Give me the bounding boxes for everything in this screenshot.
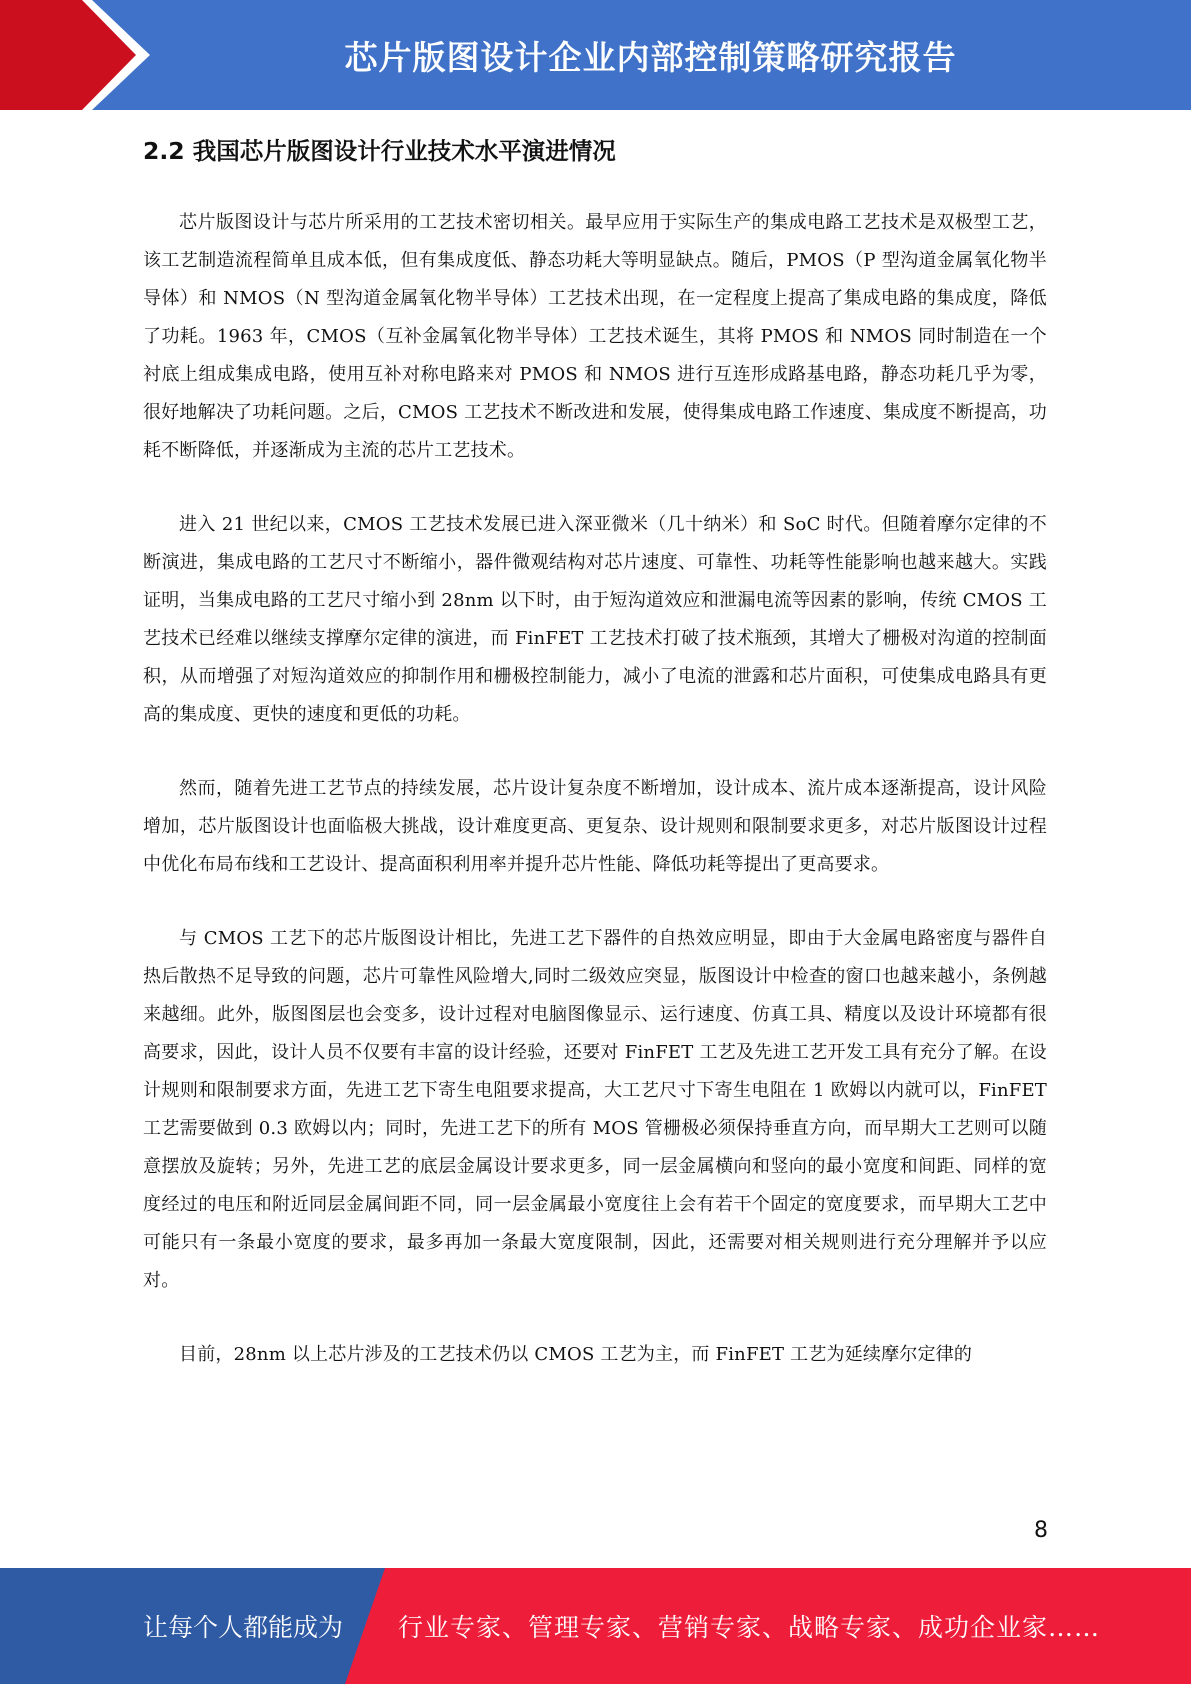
paragraph: 进入 21 世纪以来，CMOS 工艺技术发展已进入深亚微米（几十纳米）和 SoC 时代。但随着摩尔定律的不断演进，集成电路的工艺尺寸不断缩小，器件微观结构对芯片速度、可靠性、功耗等性能影响也越来越大。实践证明，当集成电路的工艺尺寸缩小到 28nm 以下时，由于短沟道效应和泄漏电流等因素的影响，传统 CMOS 工艺技术已经难以继续支撑摩尔定律的演进，而 FinFET 工艺技术打破了技术瓶颈，其增大了栅极对沟道的控制面积，从而增强了对短沟道效应的抑制作用和栅极控制能力，减小了电流的泄露和芯片面积，可使集成电路具有更高的集成度、更快的速度和更低的功耗。 [143, 514, 1047, 725]
paragraph: 目前，28nm 以上芯片涉及的工艺技术仍以 CMOS 工艺为主，而 FinFET 工艺为延续摩尔定律的 [179, 1344, 973, 1365]
paragraph: 芯片版图设计与芯片所采用的工艺技术密切相关。最早应用于实际生产的集成电路工艺技术是双极型工艺，该工艺制造流程简单且成本低，但有集成度低、静态功耗大等明显缺点。随后，PMOS（P 型沟道金属氧化物半导体）和 NMOS（N 型沟道金属氧化物半导体）工艺技术出现，在一定程度上提高了集成电路的集成度，降低了功耗。1963 年，CMOS（互补金属氧化物半导体）工艺技术诞生，其将 PMOS 和 NMOS 同时制造在一个衬底上组成集成电路，使用互补对称电路来对 PMOS 和 NMOS 进行互连形成路基电路，静态功耗几乎为零，很好地解决了功耗问题。之后，CMOS 工艺技术不断改进和发展，使得集成电路工作速度、集成度不断提高，功耗不断降低，并逐渐成为主流的芯片工艺技术。 [143, 212, 1047, 461]
body-text [143, 204, 1047, 1410]
page-footer [0, 1568, 1191, 1684]
footer-slogan-right: 行业专家、管理专家、营销专家、战略专家、成功企业家…… [398, 1613, 1101, 1642]
report-title: 芯片版图设计企业内部控制策略研究报告 [344, 37, 957, 77]
section-heading: 2.2 我国芯片版图设计行业技术水平演进情况 [143, 137, 616, 165]
paragraph: 然而，随着先进工艺节点的持续发展，芯片设计复杂度不断增加，设计成本、流片成本逐渐提高，设计风险增加，芯片版图设计也面临极大挑战，设计难度更高、更复杂、设计规则和限制要求更多，对芯片版图设计过程中优化布局布线和工艺设计、提高面积利用率并提升芯片性能、降低功耗等提出了更高要求。 [143, 778, 1047, 875]
red-chevron-graphic [0, 0, 150, 110]
page-number: 8 [1034, 1518, 1048, 1543]
footer-slogan-left: 让每个人都能成为 [143, 1613, 344, 1642]
paragraph: 与 CMOS 工艺下的芯片版图设计相比，先进工艺下器件的自热效应明显，即由于大金属电路密度与器件自热后散热不足导致的问题，芯片可靠性风险增大,同时二级效应突显，版图设计中检查的窗口也越来越小，条例越来越细。此外，版图图层也会变多，设计过程对电脑图像显示、运行速度、仿真工具、精度以及设计环境都有很高要求，因此，设计人员不仅要有丰富的设计经验，还要对 FinFET 工艺及先进工艺开发工具有充分了解。在设计规则和限制要求方面，先进工艺下寄生电阻要求提高，大工艺尺寸下寄生电阻在 1 欧姆以内就可以，FinFET 工艺需要做到 0.3 欧姆以内；同时，先进工艺下的所有 MOS 管栅极必须保持垂直方向，而早期大工艺则可以随意摆放及旋转；另外，先进工艺的底层金属设计要求更多，同一层金属横向和竖向的最小宽度和间距、同样的宽度经过的电压和附近同层金属间距不同，同一层金属最小宽度往上会有若干个固定的宽度要求，而早期大工艺中可能只有一条最小宽度的要求，最多再加一条最大宽度限制，因此，还需要对相关规则进行充分理解并予以应对。 [143, 928, 1047, 1291]
page-header [0, 0, 1191, 110]
